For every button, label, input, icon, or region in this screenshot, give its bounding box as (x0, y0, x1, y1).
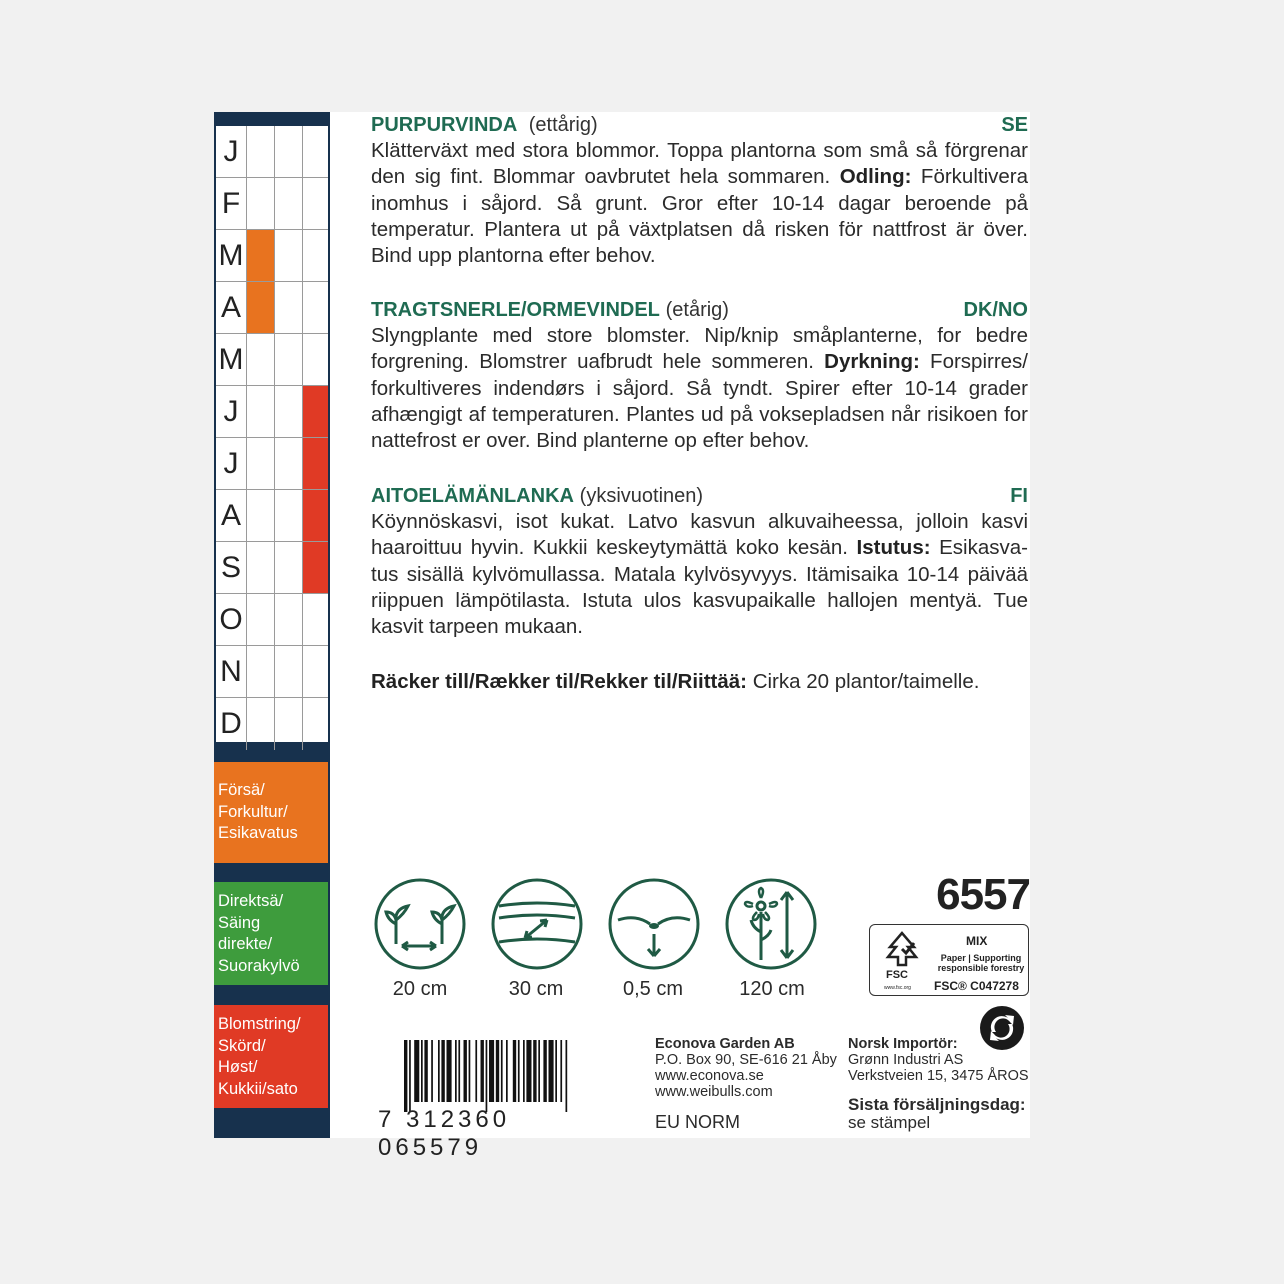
eu-norm: EU NORM (655, 1112, 740, 1132)
plant-spacing-label: 20 cm (392, 978, 448, 1000)
legend-text: Skörd/ (218, 1036, 266, 1055)
calendar-month-row (216, 438, 328, 490)
company-web: www.weibulls.com (655, 1084, 773, 1100)
importer-address: Verkstveien 15, 3475 ÅROS (848, 1068, 1029, 1084)
calendar-cell (274, 646, 302, 697)
calendar-cell (274, 386, 302, 437)
plant-height-label: 120 cm (739, 978, 805, 1000)
last-sale-title: Sista försäljningsdag: (848, 1095, 1026, 1114)
barcode-bar (421, 1040, 423, 1102)
barcode-bar (518, 1040, 520, 1102)
month-letter: M (218, 343, 244, 376)
legend-text: Forkultur/ (218, 802, 288, 821)
legend-blomstring (214, 1005, 328, 1108)
month-letter: O (219, 603, 243, 636)
barcode-bar (489, 1040, 494, 1102)
month-letter: D (220, 707, 242, 740)
barcode-bar (566, 1040, 568, 1112)
calendar-cell (246, 126, 274, 177)
barcode-bar (404, 1040, 407, 1112)
barcode-bar (469, 1040, 471, 1102)
language-code: SE (1001, 114, 1028, 136)
calendar-cell (302, 282, 328, 333)
barcode-digits: 7 312360 065579 (378, 1106, 511, 1161)
legend-text: Suorakylvö (218, 956, 300, 975)
calendar-month-row (216, 334, 328, 386)
fsc-tree-icon (882, 931, 922, 969)
calendar-cell (246, 230, 274, 281)
calendar-cell (302, 386, 328, 437)
calendar-cell (302, 178, 328, 229)
yield-info: Räcker till/Rækker til/Rekker til/Riittää: Cirka 20 plantor/taimelle. (371, 670, 980, 693)
importer-name: Grønn Industri AS (848, 1052, 964, 1068)
month-letter: S (220, 551, 241, 584)
calendar-grid (216, 126, 328, 742)
calendar-month-row (216, 698, 328, 750)
calendar-cell (274, 334, 302, 385)
section-subtitle: (yksivuotinen) (579, 485, 704, 507)
barcode-bar (555, 1040, 557, 1102)
barcode-bar (523, 1040, 525, 1102)
barcode-bar (496, 1040, 499, 1102)
company-info (655, 1036, 837, 1100)
barcode-bar (438, 1040, 440, 1102)
barcode-bar (409, 1040, 411, 1112)
last-sale-value: se stämpel (848, 1113, 931, 1132)
calendar-cell (302, 698, 328, 750)
barcode-bar (431, 1040, 433, 1102)
calendar-cell (246, 334, 274, 385)
section-body: Slyngplante med store blomster. Nip/knip småplanterne, for bedre forgrening. Blomstrer uafbrudt hele sommeren. Dyrkning: Forspirres/ forkultiveres indendørs i såjord. Så tyndt. Spirer efter 10-14 grader afhængigt af temperaturen. Plantes ud på voksepladsen når risikoen for nattefrost er over. Bind planterne op efter behov. (371, 324, 1029, 453)
fsc-text: FSC (886, 969, 908, 981)
calendar-cell (302, 230, 328, 281)
barcode-bar (464, 1040, 467, 1102)
section-subtitle: (etårig) (665, 299, 729, 321)
calendar-cell (274, 230, 302, 281)
section-subtitle: (ettårig) (528, 114, 598, 136)
calendar-cell (246, 282, 274, 333)
barcode (404, 1040, 620, 1112)
month-letter: J (223, 135, 239, 168)
calendar-cell (274, 490, 302, 541)
language-code: DK/NO (963, 299, 1028, 321)
calendar-cell (302, 542, 328, 593)
barcode-bar (549, 1040, 554, 1102)
section-body: Köynnöskasvi, isot kukat. Latvo kasvun alkuvaiheessa, jolloin kasvi haaroittuu hyvin. Kukkii keskeytymättä koko kesän. Istutus: Esikasvatus sisällä kylvömullassa. Matala kylvösyvyys. Itämisaika 10-14 päivää riippuen lämpötilasta. Istuta ulos kasvupaikalle hallojen mentyä. Tue kasvit tarpeen mukaan. (371, 510, 1028, 639)
calendar-cell (274, 698, 302, 750)
calendar-cell (274, 178, 302, 229)
recycle-icon (978, 1004, 1026, 1052)
row-spacing-label: 30 cm (508, 978, 564, 1000)
calendar-cell (246, 542, 274, 593)
barcode-bar (501, 1040, 503, 1102)
barcode-bar (560, 1040, 562, 1102)
calendar-cell (246, 386, 274, 437)
barcode-bar (543, 1040, 546, 1102)
company-name: Econova Garden AB (655, 1036, 795, 1052)
calendar-cell (302, 126, 328, 177)
calendar-month-row (216, 542, 328, 594)
product-number: 6557 (936, 870, 1030, 919)
language-code: FI (1010, 485, 1028, 507)
calendar-cell (302, 334, 328, 385)
barcode-bar (533, 1040, 536, 1102)
company-web: www.econova.se (655, 1068, 764, 1084)
calendar-cell (246, 646, 274, 697)
calendar-cell (302, 594, 328, 645)
calendar-cell (302, 646, 328, 697)
calendar-cell (246, 594, 274, 645)
section-body: Klätterväxt med stora blommor. Toppa plantorna som små så förgrenar den sig fint. Blommar oavbrutet hela sommaren. Odling: Förkultivera inomhus i såjord. Så grunt. Gror efter 10-14 dagar beroende på temperatur. Plantera ut på växtplatsen då risken för nattfrost är över. Bind upp plantorna efter behov. (371, 139, 1029, 268)
month-letter: N (220, 655, 242, 688)
barcode-bar (481, 1040, 484, 1102)
legend-text: direkte/ (218, 935, 273, 953)
legend-text: Kukkii/sato (218, 1079, 298, 1098)
legend-text: Esikavatus (218, 824, 298, 842)
calendar-month-row (216, 594, 328, 646)
barcode-bar (486, 1040, 488, 1112)
month-letter: J (223, 447, 239, 480)
section-se (371, 112, 1028, 269)
fsc-label (869, 924, 1029, 996)
barcode-bar (458, 1040, 460, 1102)
month-letter: A (220, 291, 241, 324)
month-letter: M (218, 239, 244, 272)
barcode-bar (441, 1040, 444, 1102)
month-letter: A (220, 499, 241, 532)
plant-height-icon (723, 876, 819, 972)
legend-text: Försä/ (218, 781, 265, 799)
section-fi (371, 483, 1028, 640)
sowing-depth-label: 0,5 cm (622, 978, 684, 1000)
calendar-cell (302, 490, 328, 541)
barcode-bar (475, 1040, 477, 1102)
calendar-cell (246, 438, 274, 489)
barcode-bar (414, 1040, 419, 1102)
fsc-mix: MIX (966, 934, 988, 948)
calendar-month-row (216, 646, 328, 698)
calendar-cell (246, 698, 274, 750)
barcode-bar (526, 1040, 531, 1102)
section-title: AITOELÄMÄNLANKA (371, 485, 574, 507)
calendar-month-row (216, 490, 328, 542)
month-letter: F (221, 187, 241, 220)
barcode-bar (506, 1040, 508, 1102)
calendar-cell (302, 438, 328, 489)
fsc-description: Paper | Supporting responsible forestry (937, 953, 1025, 973)
section-title: TRAGTSNERLE/ORMEVINDEL (371, 299, 660, 321)
month-letter: J (223, 395, 239, 428)
section-title: PURPURVINDA (371, 114, 518, 136)
legend-forsa (214, 762, 328, 863)
section-dk-no (371, 297, 1028, 454)
last-sale-date (848, 1096, 1026, 1132)
barcode-bar (424, 1040, 427, 1102)
calendar-month-row (216, 126, 328, 178)
barcode-bar (538, 1040, 540, 1102)
calendar-cell (274, 282, 302, 333)
calendar-month-row (216, 230, 328, 282)
barcode-bar (513, 1040, 516, 1102)
calendar-cell (274, 542, 302, 593)
calendar-cell (274, 438, 302, 489)
legend-text: Blomstring/ (218, 1015, 301, 1033)
barcode-bar (447, 1040, 452, 1102)
calendar-month-row (216, 282, 328, 334)
row-spacing-icon (489, 876, 585, 972)
legend-text: Høst/ (218, 1058, 258, 1076)
importer-title: Norsk Importör: (848, 1036, 958, 1052)
calendar-month-row (216, 386, 328, 438)
legend-text: Direktsä/ (218, 892, 284, 910)
plant-spacing-icon (372, 876, 468, 972)
legend-direktsa (214, 882, 328, 985)
calendar-cell (246, 490, 274, 541)
calendar-month-row (216, 178, 328, 230)
fsc-url: www.fsc.org (884, 985, 911, 991)
legend-text: Säing (218, 913, 261, 932)
calendar-cell (274, 594, 302, 645)
company-address: P.O. Box 90, SE-616 21 Åby (655, 1052, 837, 1068)
fsc-code: FSC® C047278 (934, 979, 1019, 993)
sowing-depth-icon (606, 876, 702, 972)
calendar-cell (246, 178, 274, 229)
barcode-bar (455, 1040, 457, 1102)
calendar-cell (274, 126, 302, 177)
